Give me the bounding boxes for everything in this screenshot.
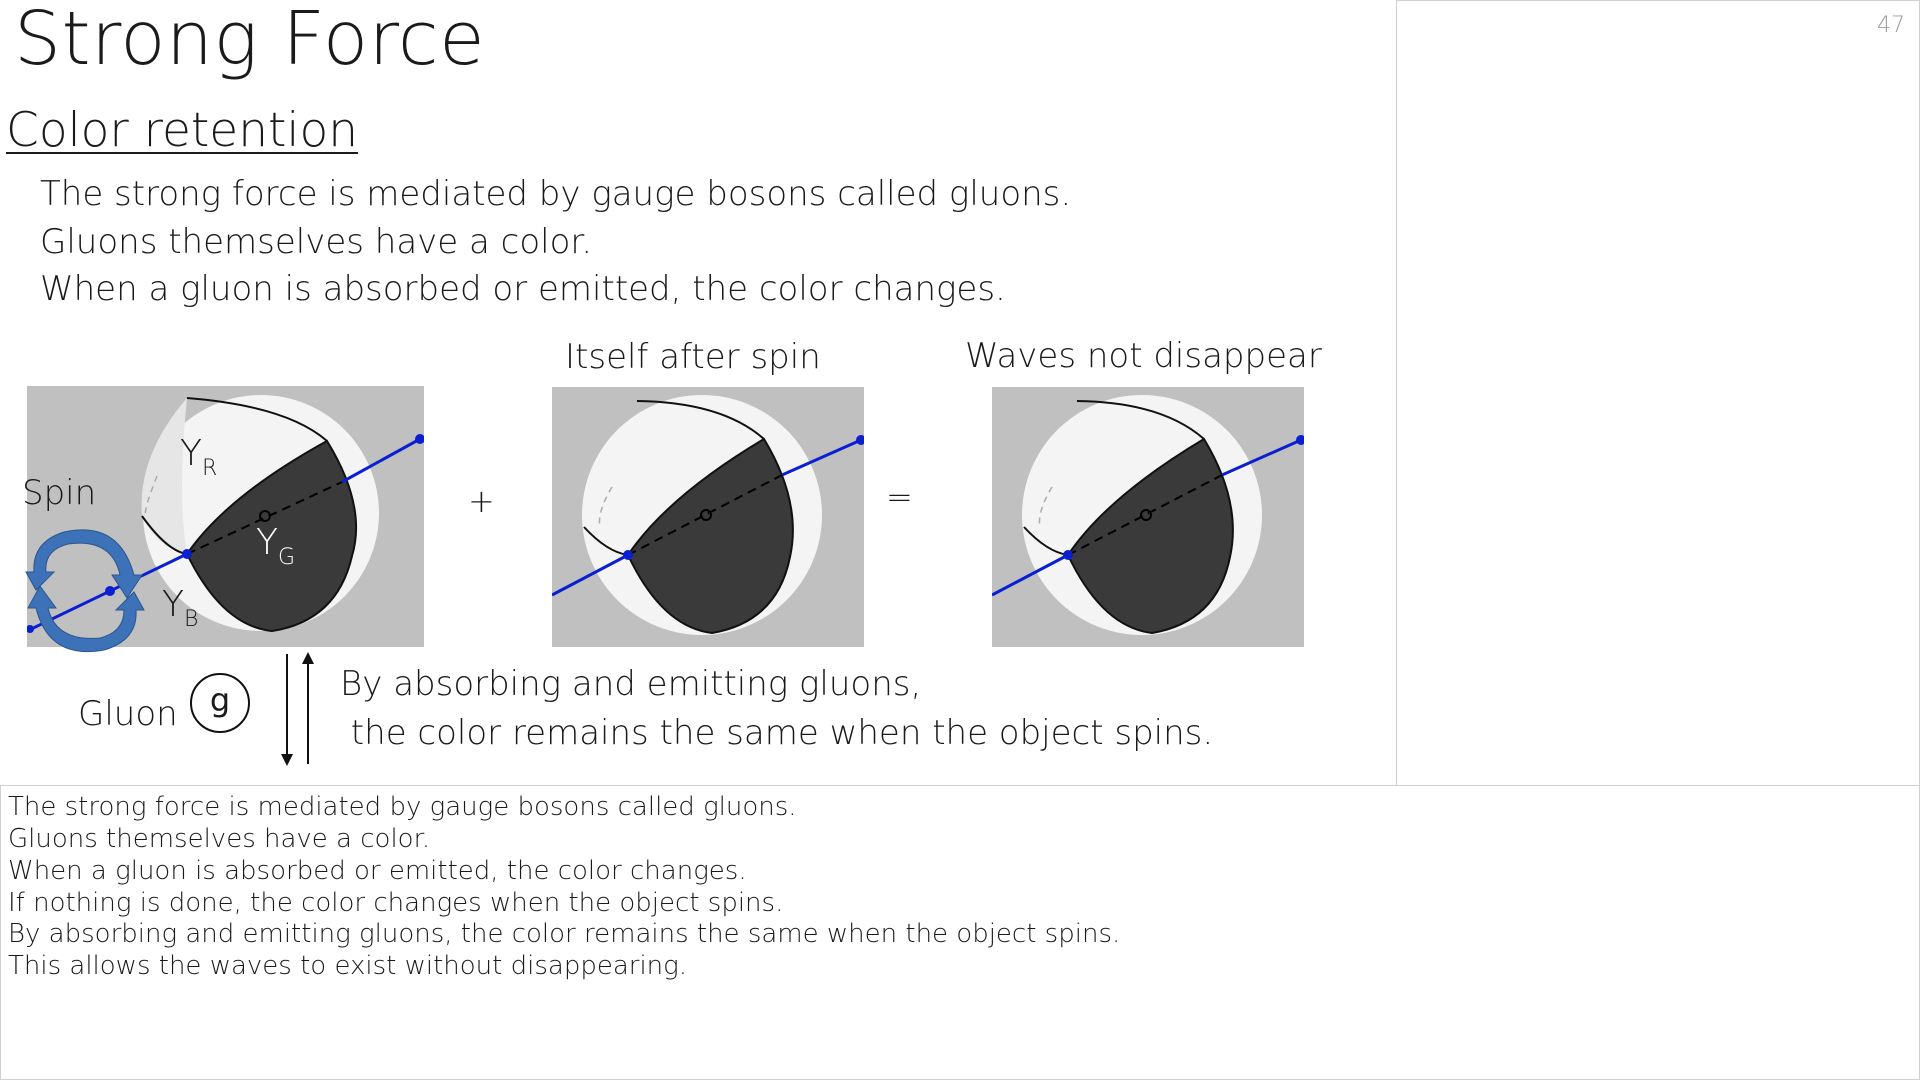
notes-line-3: When a gluon is absorbed or emitted, the color changes. (8, 856, 747, 886)
label-y-b: $Y_B$ (162, 584, 199, 632)
body-line-3: When a gluon is absorbed or emitted, the color changes. (40, 269, 1006, 309)
sphere-figure-waves (992, 387, 1304, 647)
notes-line-4: If nothing is done, the color changes when the object spins. (8, 888, 784, 918)
bottom-text-line-2: the color remains the same when the object spins. (340, 713, 1214, 753)
label-y-r: $Y_R$ (180, 433, 218, 481)
gluon-label: Gluon (78, 694, 178, 734)
notes-line-5: By absorbing and emitting gluons, the color remains the same when the object spins. (8, 919, 1121, 949)
label-itself-after-spin: Itself after spin (565, 337, 821, 377)
equals-sign: = (886, 478, 913, 516)
plus-sign: + (468, 482, 495, 520)
spin-label: Spin (22, 473, 97, 513)
label-y-g: $Y_G$ (256, 522, 296, 570)
body-line-1: The strong force is mediated by gauge bosons called gluons. (40, 174, 1072, 214)
label-waves-not-disappear: Waves not disappear (965, 336, 1322, 376)
body-line-2: Gluons themselves have a color. (40, 222, 593, 262)
slide-subtitle: Color retention (6, 103, 359, 158)
notes-line-1: The strong force is mediated by gauge bosons called gluons. (8, 792, 797, 822)
exchange-arrows-icon (278, 650, 318, 768)
side-panel (1396, 0, 1920, 786)
notes-line-2: Gluons themselves have a color. (8, 824, 431, 854)
sphere-figure-after-spin (552, 387, 864, 647)
bottom-text-line-1: By absorbing and emitting gluons, (340, 664, 922, 704)
spin-arrows-icon (24, 520, 149, 660)
slide-title: Strong Force (14, 0, 486, 82)
notes-line-6: This allows the waves to exist without disappearing. (8, 951, 688, 981)
page-number: 47 (1877, 13, 1905, 38)
gluon-symbol: g (190, 673, 250, 733)
speaker-notes[interactable] (0, 785, 1920, 1080)
